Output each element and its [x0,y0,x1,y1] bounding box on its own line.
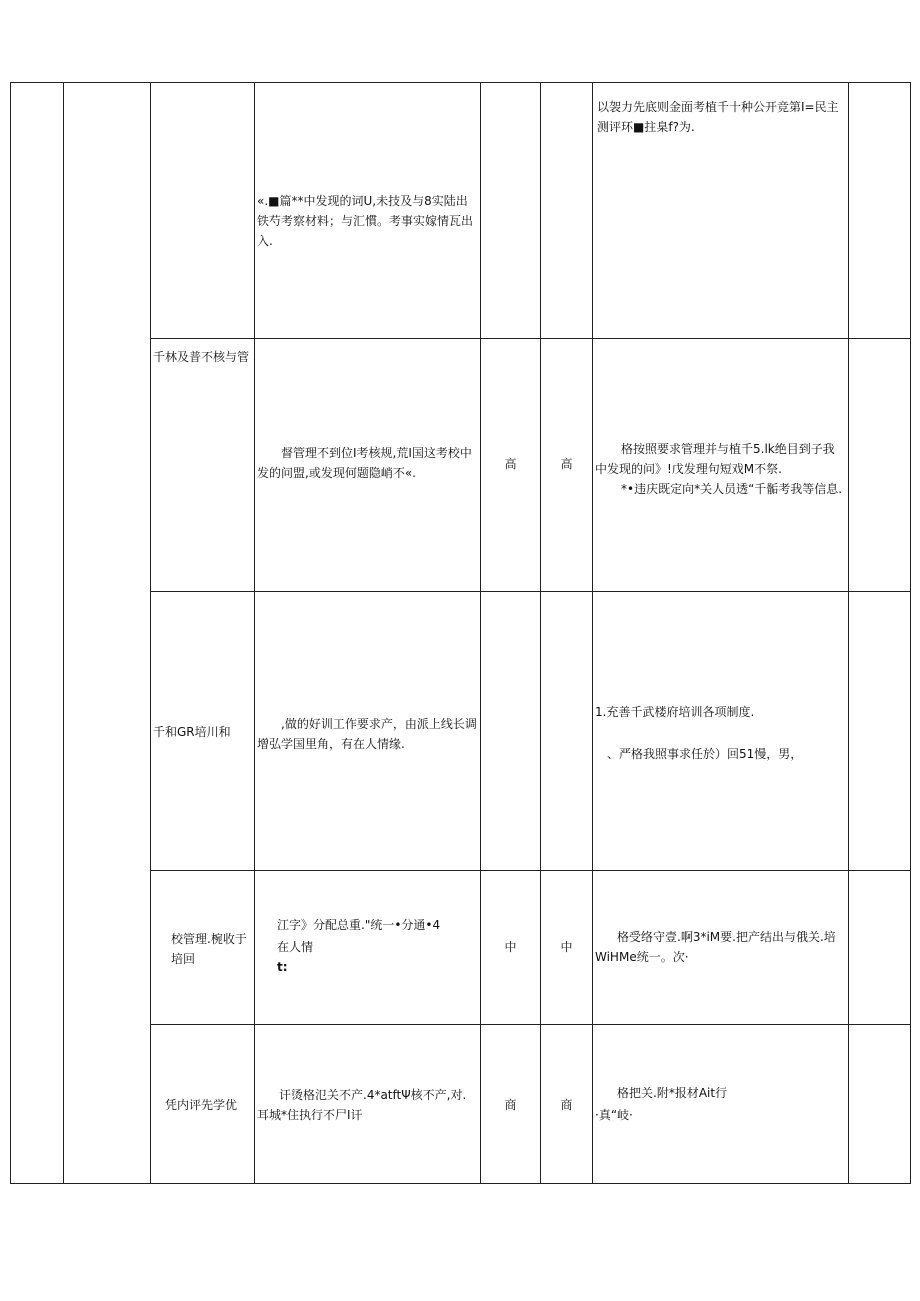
topic-text: 校管理.椀收于培回 [171,932,247,966]
risk-cell [255,1025,481,1184]
level-b-text: 高 [560,457,573,471]
measure-text: 格受络守壹.啊3*iM要.把产结出与俄关.培WiHMe统一。次· [595,930,836,964]
measure-line: 1.充善千武楼府培训各项制度. [595,705,755,719]
risk-cell [255,871,481,1025]
risk-cell [255,592,481,871]
risk-line: 在人情 [277,940,314,954]
measure-cell [593,871,849,1025]
risk-line: 江字》分配总重."统一•分通•4 [277,918,441,932]
remark-cell [849,871,911,1025]
measure-cell [593,592,849,871]
remark-cell [849,592,911,871]
level-a-cell [481,871,541,1025]
measure-line: 格按照要求管理并与植千5.lk绝目到子我中发现的问》!戊发理句短戏M不祭. [595,442,835,476]
topic-cell [151,339,255,592]
topic-text: 千和GR培川和 [153,725,231,739]
level-b-text: 商 [560,1098,573,1112]
level-a-cell [481,1025,541,1184]
risk-text: 督管理不到位I考核规,荒I国这考校中发的问盟,或发现何题隐峭不«. [257,446,472,480]
level-a-cell [481,592,541,871]
measure-cell [593,1025,849,1184]
remark-cell [849,1025,911,1184]
risk-cell [255,83,481,339]
topic-cell [151,592,255,871]
level-a-text: 中 [504,940,517,954]
merged-index-column [11,83,64,1184]
level-b-cell [541,592,593,871]
topic-cell [151,1025,255,1184]
risk-text: «.■篇**中发现的词U,未技及与8实陆出铁芍考察材料；与汇慣。考事实嫁情瓦出入. [257,194,474,248]
risk-line: t: [277,960,288,974]
level-b-cell [541,339,593,592]
measure-cell [593,339,849,592]
level-a-cell [481,339,541,592]
risk-table [10,82,911,1184]
level-a-text: 高 [504,457,517,471]
level-b-cell [541,83,593,339]
remark-cell [849,339,911,592]
measure-line: ·真“岐· [595,1108,633,1122]
risk-cell [255,339,481,592]
topic-cell [151,871,255,1025]
topic-cell [151,83,255,339]
measure-line: 格把关.附*报材Ait行 [617,1086,728,1100]
level-b-cell [541,1025,593,1184]
level-a-text: 商 [504,1098,517,1112]
topic-text: 凭内评先学优 [165,1098,238,1112]
measure-line: 、严格我照事求任於）回51慢，男， [607,747,803,761]
topic-text: 千林及普不核与管 [153,350,250,364]
merged-category-column [64,83,151,1184]
measure-line: *•违庆既定向*关人员透“千骺考我等信息. [621,482,843,496]
level-b-text: 中 [560,940,573,954]
remark-cell [849,83,911,339]
risk-text: 讦烫格氾关不产.4*atftΨ核不产,对.耳城*住执行不尸I讦 [257,1088,467,1122]
table-row [11,83,911,339]
level-a-cell [481,83,541,339]
measure-cell [593,83,849,339]
level-b-cell [541,871,593,1025]
measure-text: 以袈力先底则金面考植千十种公开竞第I=民主测评环■拄臬f?为. [597,100,839,134]
risk-text: ,做的好训工作要求产，由派上线长调增弘学国里角，有在人情缘. [257,717,477,751]
